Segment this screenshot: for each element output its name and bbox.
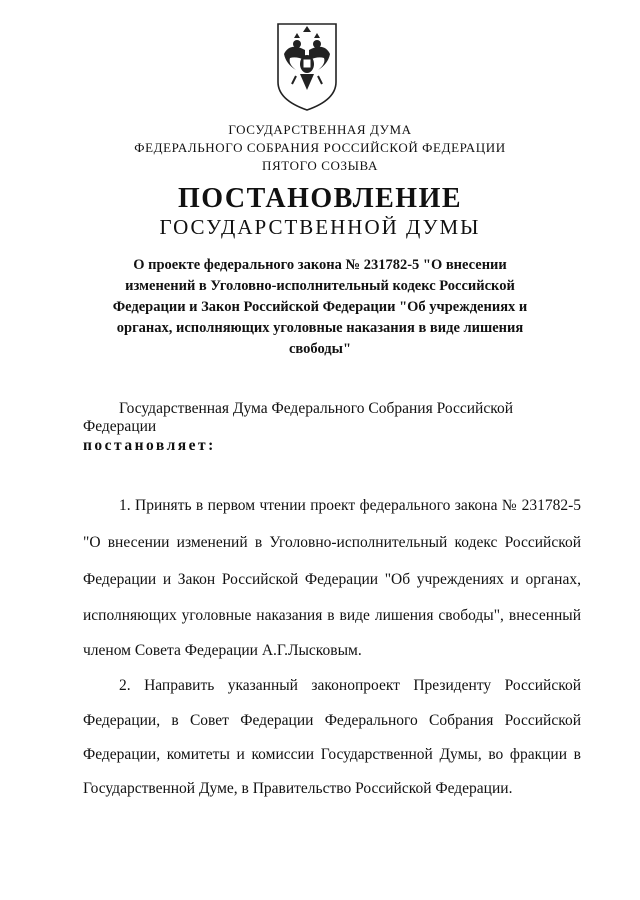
document-subtitle: ГОСУДАРСТВЕННОЙ ДУМЫ [159, 215, 481, 239]
document-title: ПОСТАНОВЛЕНИЕ [177, 183, 463, 214]
heading-line: свободы" [288, 341, 351, 357]
item-1-line: членом Совета Федерации А.Г.Лысковым. [83, 642, 362, 659]
org-name-line-2: ФЕДЕРАЛЬНОГО СОБРАНИЯ РОССИЙСКОЙ ФЕДЕРАЦИИ [134, 140, 506, 155]
item-1-line: 1. Принять в первом чтении проект федерального закона № 231782-5 [119, 497, 581, 514]
org-name-line-1: ГОСУДАРСТВЕННАЯ ДУМА [228, 122, 412, 137]
heading-line: Федерации и Закон Российской Федерации "Об учреждениях и [112, 299, 528, 315]
item-1-line: "О внесении изменений в Уголовно-исполнительный кодекс Российской [83, 534, 581, 551]
item-1-line: Федерации и Закон Российской Федерации "Об учреждениях и органах, [83, 571, 581, 588]
item-2-line: Федерации, в Совет Федерации Федерального Собрания Российской [83, 712, 581, 729]
item-2-line: Федерации, комитеты и комиссии Государственной Думы, во фракции в [83, 746, 581, 763]
heading-line: органах, исполняющих уголовные наказания в виде лишения [116, 320, 524, 336]
heading-line: изменений в Уголовно-исполнительный кодекс Российской [125, 278, 515, 294]
item-2-line: Государственной Думе, в Правительство Российской Федерации. [83, 780, 513, 797]
resolution-heading [80, 255, 560, 360]
item-1-line: исполняющих уголовные наказания в виде лишения свободы", внесенный [83, 607, 581, 624]
double-headed-eagle-icon [272, 20, 342, 112]
convocation: ПЯТОГО СОЗЫВА [262, 158, 378, 173]
resolves-word: постановляет: [83, 437, 216, 454]
heading-line: О проекте федерального закона № 231782-5 "О внесении [133, 257, 507, 273]
preamble: Государственная Дума Федерального Собрания Российской Федерации [83, 400, 513, 435]
item-2-line: 2. Направить указанный законопроект Президенту Российской [119, 677, 581, 694]
